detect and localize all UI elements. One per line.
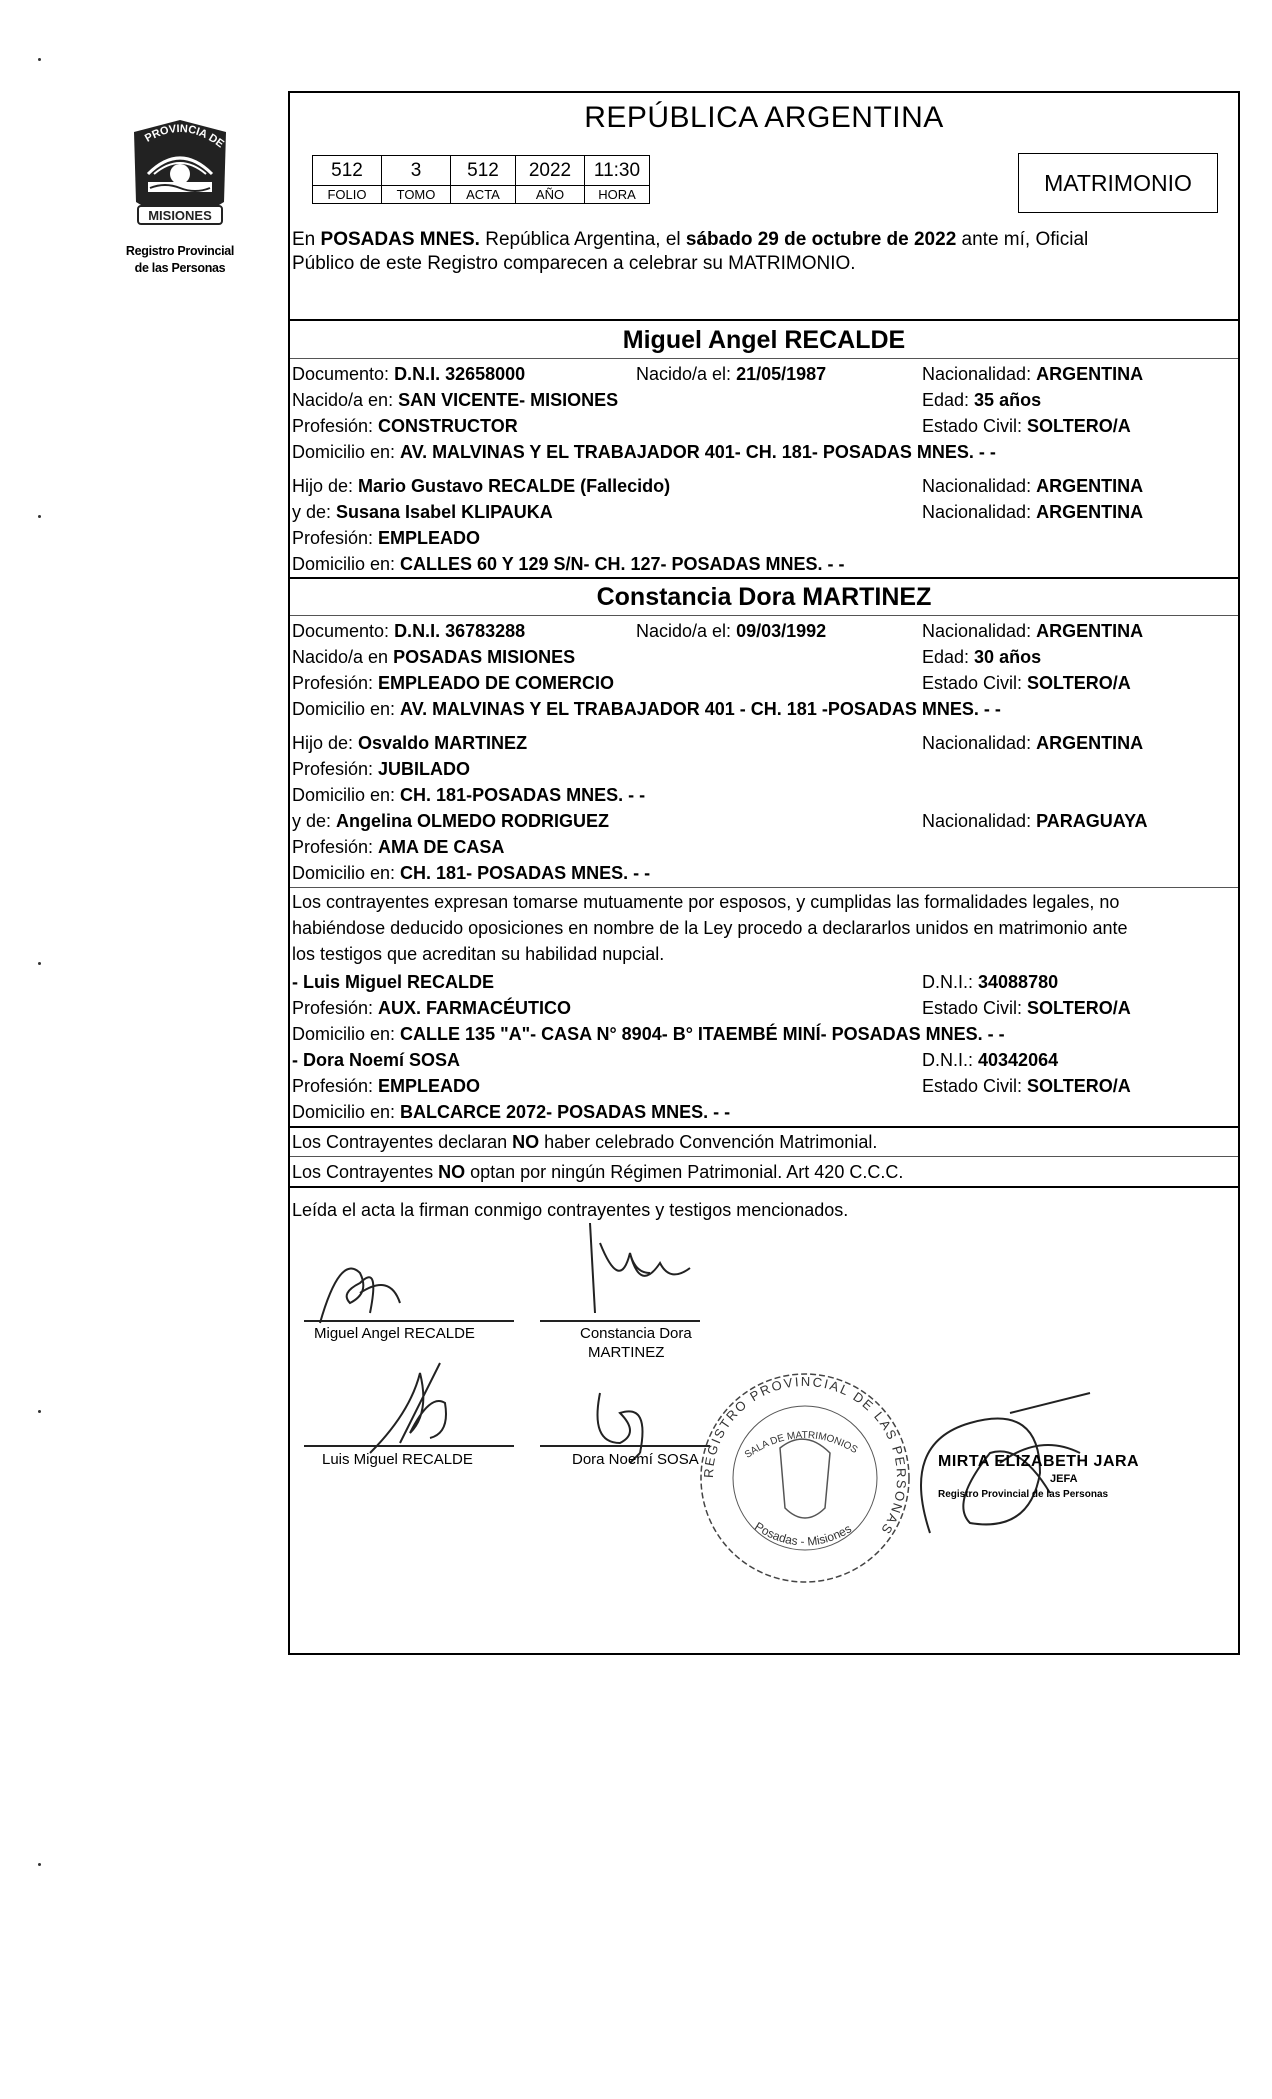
acta-matrimonio: [288, 91, 1240, 1655]
contrayente-1-name: Miguel Angel RECALDE: [622, 326, 906, 354]
c2-row-padre: Hijo de: Osvaldo MARTINEZ Nacionalidad: ARGENTINA: [292, 733, 1144, 753]
firma-2-label-b: MARTINEZ: [588, 1344, 665, 1361]
c2-row-documento: Documento: D.N.I. 36783288 Nacido/a el: 09/03/1992 Nacionalidad: ARGENTINA: [292, 621, 1144, 641]
svg-text:Posadas - Misiones: Posadas - Misiones: [752, 1519, 854, 1549]
contrayente-2-name: Constancia Dora MARTINEZ: [596, 583, 932, 611]
misiones-emblem-icon: [120, 112, 240, 242]
signature-2-icon: [570, 1213, 770, 1323]
convencion-line: Los Contrayentes declaran NO haber celebrado Convención Matrimonial.: [292, 1132, 878, 1152]
page-title: REPÚBLICA ARGENTINA: [584, 101, 944, 134]
tipo-acta-box: MATRIMONIO: [1018, 153, 1218, 213]
c1-row-padres-domicilio: Domicilio en: CALLES 60 Y 129 S/N- CH. 127- POSADAS MNES. - -: [292, 554, 845, 574]
divider: [290, 319, 1238, 321]
divider: [290, 615, 1238, 616]
declaracion-line-2: habiéndose deducido oposiciones en nombre de la Ley procedo a declararlos unidos en matrimonio ante: [292, 918, 1128, 938]
scan-dot: [38, 1410, 41, 1413]
logo-caption-2: de las Personas: [134, 261, 226, 275]
hora-label: HORA: [585, 186, 650, 204]
divider: [290, 577, 1238, 579]
divider: [290, 1186, 1238, 1188]
scan-dot: [38, 58, 41, 61]
c1-row-documento: Documento: D.N.I. 32658000 Nacido/a el: 21/05/1987 Nacionalidad: ARGENTINA: [292, 364, 1144, 384]
tomo-value: 3: [382, 156, 451, 186]
regimen-line: Los Contrayentes NO optan por ningún Régimen Patrimonial. Art 420 C.C.C.: [292, 1162, 904, 1182]
c2-row-padre-profesion: Profesión: JUBILADO: [292, 759, 471, 779]
scan-dot: [38, 1863, 41, 1866]
firma-4-label: Dora Noemí SOSA: [572, 1451, 699, 1468]
oficial-name: MIRTA ELIZABETH JARA: [938, 1453, 1140, 1470]
intro-line-1: En POSADAS MNES. República Argentina, el sábado 29 de octubre de 2022 ante mí, Oficial: [292, 229, 1089, 250]
testigo-2-row: - Dora Noemí SOSA D.N.I.: 40342064: [292, 1050, 1059, 1070]
c2-row-domicilio: Domicilio en: AV. MALVINAS Y EL TRABAJADOR 401 - CH. 181 -POSADAS MNES. - -: [292, 699, 1001, 719]
hora-value: 11:30: [585, 156, 650, 186]
divider: [290, 1156, 1238, 1157]
c2-row-profesion: Profesión: EMPLEADO DE COMERCIO Estado Civil: SOLTERO/A: [292, 673, 1131, 693]
svg-text:MISIONES: MISIONES: [148, 208, 212, 223]
svg-text:SALA DE MATRIMONIOS: SALA DE MATRIMONIOS: [742, 1429, 860, 1461]
firma-1-label: Miguel Angel RECALDE: [314, 1325, 475, 1342]
signature-3-icon: [350, 1353, 510, 1463]
firma-2-label-a: Constancia Dora: [580, 1325, 692, 1342]
anio-label: AÑO: [516, 186, 585, 204]
svg-text:REGISTRO PROVINCIAL DE LAS PER: REGISTRO PROVINCIAL DE LAS PERSONAS: [700, 1373, 910, 1539]
acta-value: 512: [451, 156, 516, 186]
signature-line: [540, 1445, 710, 1447]
signature-1-icon: [300, 1233, 500, 1333]
scan-dot: [38, 962, 41, 965]
signature-line: [304, 1320, 514, 1322]
folio-label: FOLIO: [313, 186, 382, 204]
svg-text:PROVINCIA DE: PROVINCIA DE: [142, 122, 227, 151]
divider: [290, 1126, 1238, 1128]
declaracion-line-1: Los contrayentes expresan tomarse mutuamente por esposos, y cumplidas las formalidades legales, no: [292, 892, 1120, 912]
anio-value: 2022: [516, 156, 585, 186]
testigo-1-row: - Luis Miguel RECALDE D.N.I.: 34088780: [292, 972, 1059, 992]
lectura-line: Leída el acta la firman conmigo contrayentes y testigos mencionados.: [292, 1200, 849, 1220]
declaracion-line-3: los testigos que acreditan su habilidad nupcial.: [292, 944, 665, 964]
folio-value: 512: [313, 156, 382, 186]
oficial-registro: Registro Provincial de las Personas: [938, 1489, 1109, 1500]
testigo-1-profesion: Profesión: AUX. FARMACÉUTICO Estado Civil: SOLTERO/A: [292, 998, 1131, 1018]
divider: [290, 358, 1238, 359]
testigo-2-domicilio: Domicilio en: BALCARCE 2072- POSADAS MNES. - -: [292, 1102, 731, 1122]
tomo-label: TOMO: [382, 186, 451, 204]
divider: [290, 887, 1238, 888]
c2-row-padre-domicilio: Domicilio en: CH. 181-POSADAS MNES. - -: [292, 785, 646, 805]
c1-row-madre: y de: Susana Isabel KLIPAUKA Nacionalidad: ARGENTINA: [292, 502, 1144, 522]
signature-line: [540, 1320, 700, 1322]
registro-table: [312, 155, 650, 204]
c2-row-madre: y de: Angelina OLMEDO RODRIGUEZ Nacionalidad: PARAGUAYA: [292, 811, 1148, 831]
official-seal-icon: [695, 1368, 915, 1588]
testigo-2-profesion: Profesión: EMPLEADO Estado Civil: SOLTERO/A: [292, 1076, 1131, 1096]
firma-3-label: Luis Miguel RECALDE: [322, 1451, 473, 1468]
c2-row-madre-profesion: Profesión: AMA DE CASA: [292, 837, 505, 857]
c2-row-madre-domicilio: Domicilio en: CH. 181- POSADAS MNES. - -: [292, 863, 651, 883]
c2-row-lugar: Nacido/a en POSADAS MISIONES Edad: 30 años: [292, 647, 1042, 667]
scan-dot: [38, 515, 41, 518]
c1-row-profesion: Profesión: CONSTRUCTOR Estado Civil: SOLTERO/A: [292, 416, 1131, 436]
registro-logo: [110, 112, 250, 276]
c1-row-padre: Hijo de: Mario Gustavo RECALDE (Fallecido) Nacionalidad: ARGENTINA: [292, 476, 1144, 496]
logo-caption-1: Registro Provincial: [125, 244, 235, 258]
oficial-cargo: JEFA: [1050, 1473, 1078, 1485]
c1-row-lugar: Nacido/a en: SAN VICENTE- MISIONES Edad: 35 años: [292, 390, 1042, 410]
c1-row-padres-profesion: Profesión: EMPLEADO: [292, 528, 481, 548]
testigo-1-domicilio: Domicilio en: CALLE 135 "A"- CASA N° 8904- B° ITAEMBÉ MINÍ- POSADAS MNES. - -: [292, 1024, 1005, 1044]
intro-line-2: Público de este Registro comparecen a celebrar su MATRIMONIO.: [292, 253, 856, 274]
c1-row-domicilio: Domicilio en: AV. MALVINAS Y EL TRABAJADOR 401- CH. 181- POSADAS MNES. - -: [292, 442, 996, 462]
signature-line: [304, 1445, 514, 1447]
acta-label: ACTA: [451, 186, 516, 204]
